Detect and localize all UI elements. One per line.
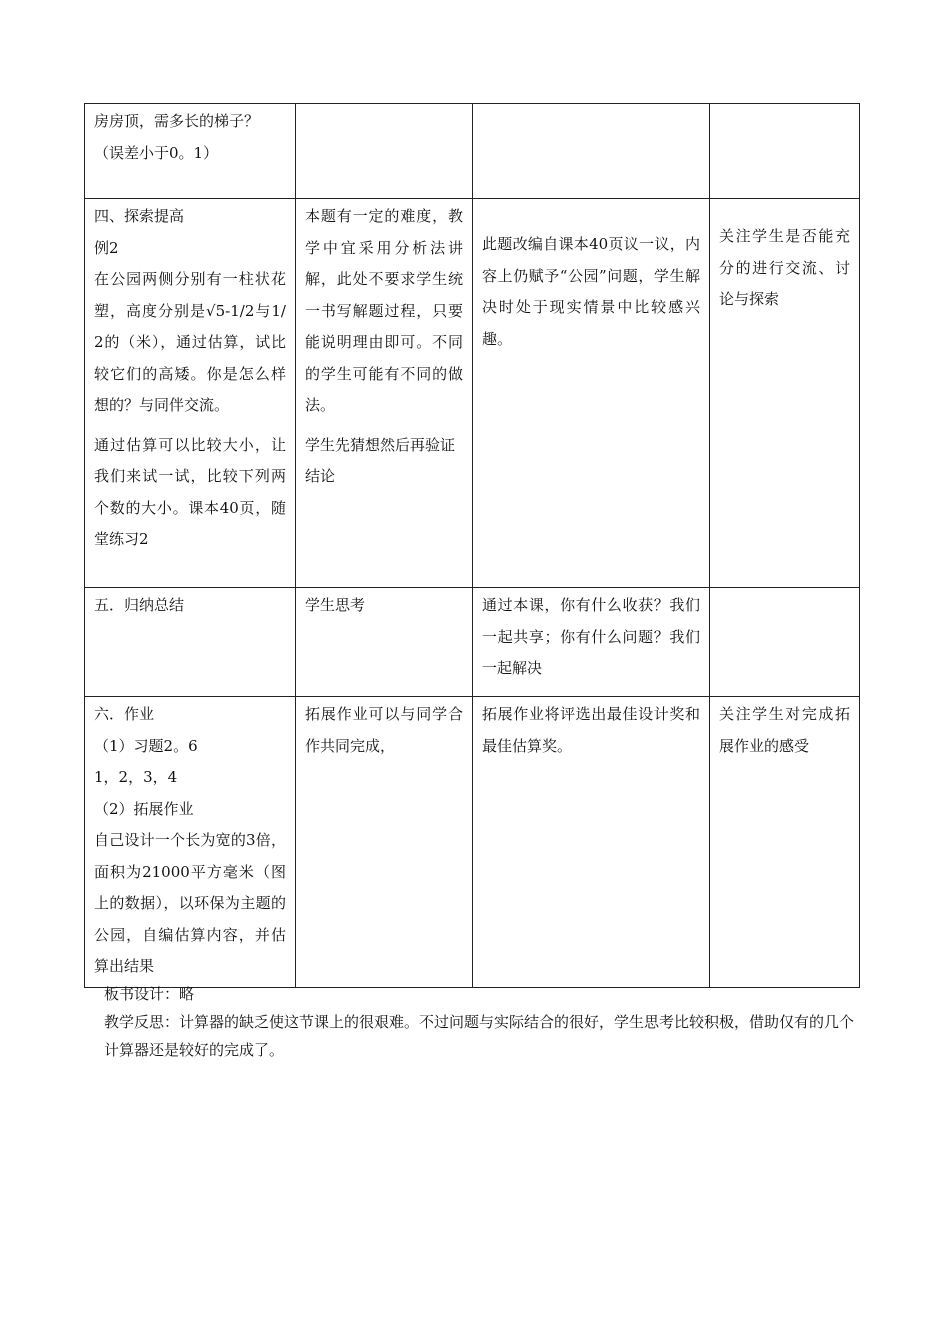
example-text: 在公园两侧分别有一柱状花塑，高度分别是√5-1/2与1/2的（米），通过估算，试比较它们的高矮。你是怎么样想的？与同伴交流。 (94, 270, 286, 414)
content-cell (85, 588, 296, 697)
cell-text: 通过本课，你有什么收获？我们一起共享；你有什么问题？我们一起解决 (482, 596, 700, 677)
cell-text: 此题改编自课本40页议一议，内容上仍赋予“公园”问题，学生解决时处于现实情景中比较感兴趣。 (482, 235, 700, 348)
cell-text: 自己设计一个长为宽的3倍，面积为21000平方毫米（图上的数据），以环保为主题的公园，自编估算内容，并估算出结果 (94, 831, 286, 975)
student-activity-cell (296, 199, 473, 588)
design-intent-cell (473, 697, 710, 988)
design-intent-cell (473, 104, 710, 199)
cell-text: 本题有一定的难度，教学中宜采用分析法讲解，此处不要求学生统一书写解题过程，只要能说明理由即可。不同的学生可能有不同的做法。 (305, 207, 463, 414)
cell-text: 关注学生是否能充分的进行交流、讨论与探索 (719, 227, 850, 308)
table-row (85, 104, 860, 199)
design-intent-cell (473, 199, 710, 588)
cell-text: 学生先猜想然后再验证结论 (305, 435, 456, 485)
evaluation-cell (710, 199, 860, 588)
student-activity-cell (296, 588, 473, 697)
teaching-reflection: 教学反思：计算器的缺乏使这节课上的很艰难。不过问题与实际结合的很好，学生思考比较积极，借助仅有的几个计算器还是较好的完成了。 (104, 1013, 855, 1059)
practice-text: 通过估算可以比较大小，让我们来试一试，比较下列两个数的大小。课本40页，随堂练习2 (94, 435, 286, 548)
table-row (85, 588, 860, 697)
student-activity-cell (296, 697, 473, 988)
cell-text: 拓展作业可以与同学合作共同完成， (305, 705, 463, 755)
content-cell (85, 697, 296, 988)
content-cell (85, 199, 296, 588)
cell-text: （2）拓展作业 (94, 799, 194, 818)
student-activity-cell (296, 104, 473, 199)
content-cell (85, 104, 296, 199)
footer-notes (104, 980, 864, 1064)
evaluation-cell (710, 697, 860, 988)
section-heading: 六．作业 (94, 705, 155, 723)
evaluation-cell (710, 588, 860, 697)
cell-text: 关注学生对完成拓展作业的感受 (719, 705, 850, 755)
board-design-note: 板书设计：略 (104, 985, 195, 1003)
evaluation-cell (710, 104, 860, 199)
lesson-plan-table (84, 103, 860, 988)
design-intent-cell (473, 588, 710, 697)
cell-text: 1，2，3，4 (94, 768, 178, 786)
example-label: 例2 (94, 238, 119, 257)
cell-text: 学生思考 (305, 596, 366, 614)
cell-text: 拓展作业将评选出最佳设计奖和最佳估算奖。 (482, 705, 700, 755)
cell-text: （误差小于0。1） (94, 143, 219, 162)
cell-text: （1）习题2。6 (94, 736, 198, 755)
section-heading: 五．归纳总结 (94, 596, 185, 614)
section-heading: 四、探索提高 (94, 207, 185, 225)
table-row (85, 697, 860, 988)
table-row (85, 199, 860, 588)
cell-text: 房房顶，需多长的梯子？ (94, 112, 260, 130)
